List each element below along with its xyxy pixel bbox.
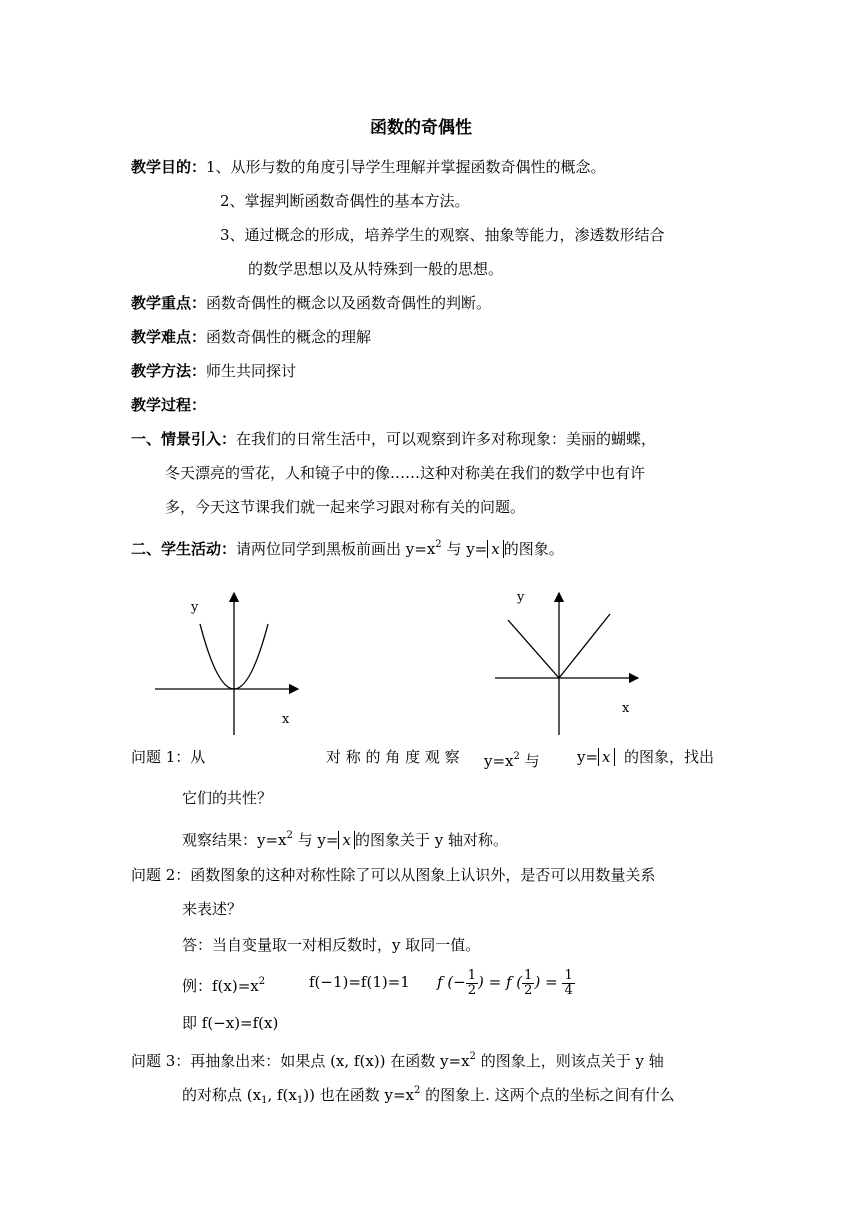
q2-ex3-b: ) = f ( <box>478 973 523 991</box>
q2-example-2: f(−1)=f(1)=1 <box>309 973 410 991</box>
section1-text-1: 在我们的日常生活中，可以观察到许多对称现象：美丽的蝴蝶， <box>236 430 657 448</box>
fraction-num: 1 <box>564 967 573 983</box>
q3-line2-sub2: 1 <box>296 1095 304 1106</box>
q1-and: 与 <box>519 752 540 770</box>
right-y-label: y <box>517 590 525 605</box>
q3-line2-sub1: 1 <box>261 1095 268 1106</box>
q1-result-sup: 2 <box>286 830 293 841</box>
section1-line-1 <box>131 429 656 449</box>
fraction-num: 1 <box>467 967 477 983</box>
method-label: 教学方法： <box>131 362 207 380</box>
difficulty-text: 函数奇偶性的概念的理解 <box>206 328 372 346</box>
section2-text-c: 的图象。 <box>503 540 564 558</box>
q1-y-x2: y=x <box>484 752 514 770</box>
section1-text-2: 冬天漂亮的雪花，人和镜子中的像……这种对称美在我们的数学中也有许 <box>165 464 646 482</box>
q1-abs-x: x <box>598 748 614 766</box>
left-y-label: y <box>191 600 199 615</box>
fraction-den: 2 <box>467 982 477 998</box>
q1-result-a: 观察结果：y=x <box>182 831 287 849</box>
q3-line2-c: )) 也在函数 y=x <box>303 1086 414 1104</box>
objective-item-1: 1、从形与数的角度引导学生理解并掌握函数奇偶性的概念。 <box>206 158 606 176</box>
objective-item-3a: 3、通过概念的形成，培养学生的观察、抽象等能力，渗透数形结合 <box>220 226 665 244</box>
fraction-num: 1 <box>524 967 533 983</box>
q1-line-2: 它们的共性？ <box>182 789 273 807</box>
fraction-quarter <box>562 969 574 998</box>
q1-result <box>182 826 508 850</box>
q2-ex-label: 例：f(x)=x <box>182 977 259 995</box>
right-x-label: x <box>622 701 630 716</box>
difficulty-label: 教学难点： <box>131 328 207 346</box>
page-title: 函数的奇偶性 <box>370 118 472 138</box>
fraction-half-1 <box>466 969 478 998</box>
q2-line-1: 问题 2：函数图象的这种对称性除了可以从图象上认识外，是否可以用数量关系 <box>131 866 656 884</box>
q1-part-5: 的图象，找出 <box>624 748 715 766</box>
objective-item-3b: 的数学思想以及从特殊到一般的思想。 <box>248 260 504 278</box>
q3-line2-sup: 2 <box>414 1085 421 1096</box>
left-x-label: x <box>282 712 290 727</box>
difficulty <box>131 327 371 347</box>
key-point-text: 函数奇偶性的概念以及函数奇偶性的判断。 <box>206 294 492 312</box>
method-text: 师生共同探讨 <box>206 362 297 380</box>
q3-line2-b: , f(x <box>267 1086 297 1104</box>
q2-ex3-a: f (− <box>437 973 466 991</box>
q3-line1-a: 问题 3：再抽象出来：如果点 (x, f(x)) 在函数 y=x <box>131 1052 470 1070</box>
q1-result-b: 与 y= <box>292 831 339 849</box>
q1-part-3 <box>484 747 540 771</box>
objective-item-2: 2、掌握判断函数奇偶性的基本方法。 <box>220 192 470 210</box>
fraction-den: 4 <box>564 982 573 998</box>
fraction-den: 2 <box>524 982 533 998</box>
q3-line-1 <box>131 1047 664 1071</box>
q1-result-abs: x <box>338 831 354 849</box>
q2-answer: 答：当自变量取一对相反数时，y 取同一值。 <box>182 936 481 954</box>
objectives-line-1 <box>131 157 606 177</box>
key-point-label: 教学重点： <box>131 294 207 312</box>
q3-line-2 <box>182 1081 675 1111</box>
q1-result-c: 的图象关于 y 轴对称。 <box>354 831 508 849</box>
q1-part-2: 对 称 的 角 度 观 察 <box>326 748 460 766</box>
objectives-label: 教学目的： <box>131 158 207 176</box>
q3-line2-a: 的对称点 (x <box>182 1086 262 1104</box>
q2-ex3-c: ) = <box>534 973 558 991</box>
q3-line1-sup: 2 <box>469 1051 476 1062</box>
q1-sup: 2 <box>513 751 520 762</box>
section2-line <box>131 535 564 559</box>
q1-part-1: 问题 1：从 <box>131 748 206 766</box>
abs-value-graph <box>490 585 650 740</box>
q1-part-4 <box>577 747 615 767</box>
q2-example-1 <box>182 972 265 996</box>
method <box>131 361 296 381</box>
fraction-half-2 <box>522 969 534 998</box>
q2-ex-sup: 2 <box>258 976 266 987</box>
q2-conclusion: 即 f(−x)=f(x) <box>182 1014 279 1032</box>
q2-example-3 <box>437 964 575 1000</box>
section2-text-b: 与 y= <box>441 540 488 558</box>
q2-line-2: 来表述？ <box>182 900 243 918</box>
section2-label: 二、学生活动： <box>131 540 237 558</box>
section2-sup: 2 <box>435 539 442 550</box>
section1-text-3: 多，今天这节课我们就一起来学习跟对称有关的问题。 <box>165 498 526 516</box>
q1-y-eq: y= <box>577 748 599 766</box>
section1-label: 一、情景引入： <box>131 430 237 448</box>
section2-text-a: 请两位同学到黑板前画出 y=x <box>236 540 436 558</box>
q3-line1-b: 的图象上，则该点关于 y 轴 <box>475 1052 664 1070</box>
section2-abs-x: x <box>487 540 503 558</box>
q3-line2-d: 的图象上. 这两个点的坐标之间有什么 <box>420 1086 675 1104</box>
parabola-graph <box>150 585 310 740</box>
process-label: 教学过程： <box>131 396 207 414</box>
key-point <box>131 293 491 313</box>
